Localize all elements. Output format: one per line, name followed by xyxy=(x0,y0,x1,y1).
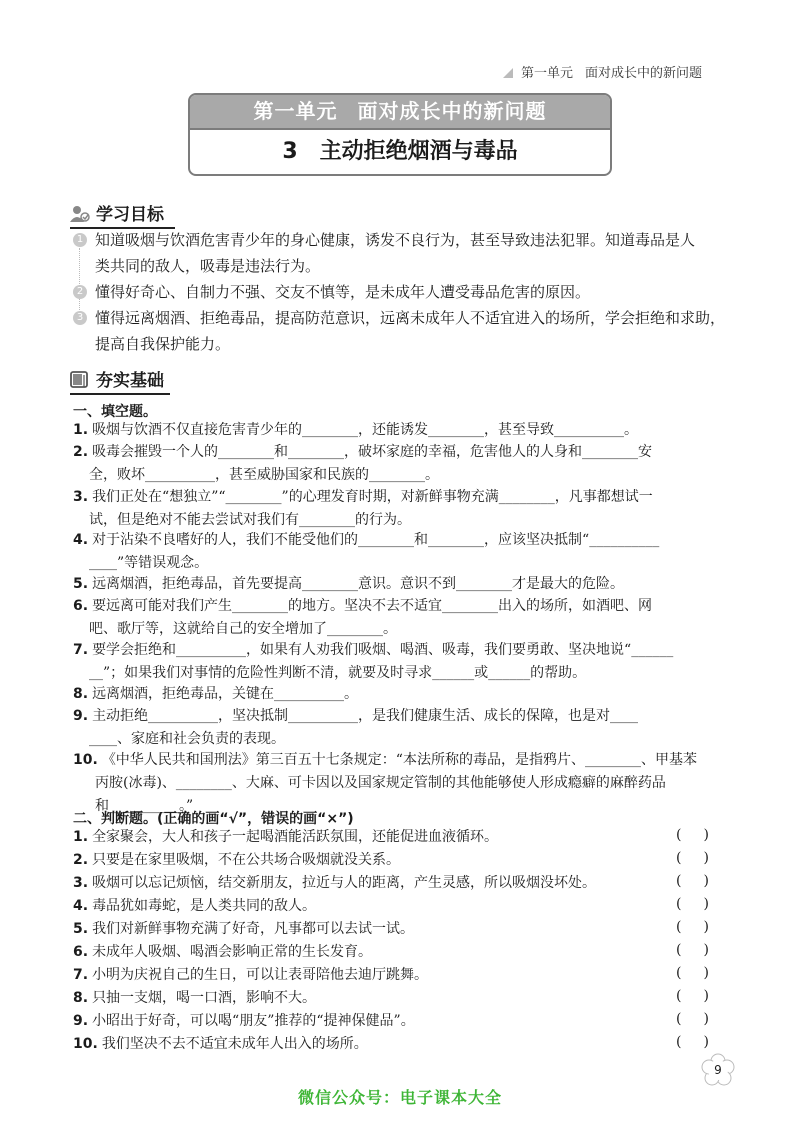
section-learning-goals-title: 学习目标 xyxy=(96,205,164,225)
goal-text: 知道吸烟与饮酒危害青少年的身心健康，诱发不良行为，甚至导致违法犯罪。知道毒品是人 xyxy=(95,231,696,249)
page-number: 9 xyxy=(714,1063,722,1077)
question-text: 毒品犹如毒蛇，是人类共同的敌人。 xyxy=(92,898,317,914)
judge-question xyxy=(73,850,733,870)
paren-close: ) xyxy=(703,827,709,843)
question-number: 8. xyxy=(73,990,89,1006)
question-text: 对于沾染不良嗜好的人，我们不能受他们的________和________，应该坚决抵制“__________ xyxy=(92,532,660,548)
question-number: 1. xyxy=(73,422,89,438)
judge-question xyxy=(73,988,733,1008)
answer-parentheses[interactable] xyxy=(676,919,709,935)
paren-close: ) xyxy=(703,873,709,889)
fill-question xyxy=(73,420,733,440)
question-text: 远离烟酒，拒绝毒品，关键在__________。 xyxy=(92,686,359,702)
fill-question xyxy=(73,706,733,749)
question-text: 小昭出于好奇，可以喝“朋友”推荐的“提神保健品”。 xyxy=(92,1013,415,1029)
title-box xyxy=(188,93,612,176)
question-number: 5. xyxy=(73,921,89,937)
section-foundation xyxy=(70,366,164,391)
paren-open: ( xyxy=(676,1034,682,1050)
question-number: 2. xyxy=(73,444,89,460)
judge-question xyxy=(73,942,733,962)
question-text: 只要是在家里吸烟，不在公共场合吸烟就没关系。 xyxy=(92,852,401,868)
answer-parentheses[interactable] xyxy=(676,896,709,912)
judge-question xyxy=(73,1011,733,1031)
question-number: 6. xyxy=(73,944,89,960)
answer-parentheses[interactable] xyxy=(676,1034,709,1050)
question-number: 9. xyxy=(73,1013,89,1029)
question-number: 10. xyxy=(73,1036,98,1052)
part-title-fill-in: 一、填空题。 xyxy=(73,404,157,420)
answer-parentheses[interactable] xyxy=(676,827,709,843)
question-number: 10. xyxy=(73,752,98,768)
running-header-title: 面对成长中的新问题 xyxy=(584,66,702,81)
judge-question xyxy=(73,919,733,939)
paren-close: ) xyxy=(703,942,709,958)
paren-open: ( xyxy=(676,965,682,981)
paren-close: ) xyxy=(703,988,709,1004)
paren-open: ( xyxy=(676,873,682,889)
goal-item xyxy=(95,279,735,305)
judge-question xyxy=(73,965,733,985)
section-learning-goals xyxy=(70,200,164,225)
question-text: 要远离可能对我们产生________的地方。坚决不去不适宜________出入的场所，如酒吧、网 xyxy=(92,598,653,614)
answer-parentheses[interactable] xyxy=(676,942,709,958)
question-text: 吸烟与饮酒不仅直接危害青少年的________，还能诱发________，甚至导致__________。 xyxy=(92,422,639,438)
lesson-number: 3 xyxy=(282,139,298,164)
header-triangle-icon xyxy=(503,68,513,78)
question-number: 4. xyxy=(73,532,89,548)
question-text: 远离烟酒，拒绝毒品，首先要提高________意识。意识不到________才是最大的危险。 xyxy=(92,576,625,592)
fill-question xyxy=(73,530,733,573)
fill-question xyxy=(73,640,733,683)
question-text: __”；如果我们对事情的危险性判断不清，就要及时寻求______或______的帮助。 xyxy=(89,665,587,681)
question-text: 《中华人民共和国刑法》第三百五十七条规定：“本法所称的毒品，是指鸦片、________、甲基苯 xyxy=(101,752,697,768)
paren-open: ( xyxy=(676,850,682,866)
question-number: 3. xyxy=(73,875,89,891)
question-number: 2. xyxy=(73,852,89,868)
unit-banner xyxy=(190,95,610,130)
question-text: 要学会拒绝和__________，如果有人劝我们吸烟、喝酒、吸毒，我们要勇敢、坚决地说“______ xyxy=(92,642,674,658)
question-number: 8. xyxy=(73,686,89,702)
question-text: 吧、歌厅等，这就给自己的安全增加了________。 xyxy=(89,621,397,637)
paren-open: ( xyxy=(676,919,682,935)
goal-text: 类共同的敌人，吸毒是违法行为。 xyxy=(95,257,321,275)
running-header-unit: 第一单元 xyxy=(520,66,573,81)
goal-text: 懂得好奇心、自制力不强、交友不慎等，是未成年人遭受毒品危害的原因。 xyxy=(95,283,591,301)
goal-text: 懂得远离烟酒、拒绝毒品，提高防范意识，远离未成年人不适宜进入的场所，学会拒绝和求助， xyxy=(95,309,726,327)
question-number: 3. xyxy=(73,489,89,505)
answer-parentheses[interactable] xyxy=(676,873,709,889)
answer-parentheses[interactable] xyxy=(676,988,709,1004)
paren-close: ) xyxy=(703,919,709,935)
question-text: 只抽一支烟，喝一口酒，影响不大。 xyxy=(92,990,317,1006)
question-text: 吸毒会摧毁一个人的________和________，破坏家庭的幸福，危害他人的人身和________安 xyxy=(92,444,653,460)
question-number: 4. xyxy=(73,898,89,914)
question-number: 6. xyxy=(73,598,89,614)
question-text: 主动拒绝__________，坚决抵制__________，是我们健康生活、成长的保障，也是对____ xyxy=(92,708,639,724)
goal-number-badge: 1 xyxy=(73,233,87,247)
goal-number-badge: 3 xyxy=(73,311,87,325)
section-underline xyxy=(70,393,170,395)
paren-open: ( xyxy=(676,1011,682,1027)
question-number: 9. xyxy=(73,708,89,724)
goal-item xyxy=(95,305,735,357)
paren-close: ) xyxy=(703,850,709,866)
paren-close: ) xyxy=(703,1034,709,1050)
question-text: 我们坚决不去不适宜未成年人出入的场所。 xyxy=(101,1036,368,1052)
lesson-title xyxy=(190,130,610,174)
unit-label: 第一单元 xyxy=(253,99,338,123)
question-number: 7. xyxy=(73,967,89,983)
question-text: 试，但是绝对不能去尝试对我们有________的行为。 xyxy=(89,512,411,528)
lesson-title-text: 主动拒绝烟酒与毒品 xyxy=(319,139,518,164)
question-text: 吸烟可以忘记烦恼，结交新朋友，拉近与人的距离，产生灵感，所以吸烟没坏处。 xyxy=(92,875,597,891)
question-text: 丙胺(冰毒)、________、大麻、可卡因以及国家规定管制的其他能够使人形成瘾癖的麻醉药品 xyxy=(95,775,666,791)
paren-close: ) xyxy=(703,1011,709,1027)
goal-item xyxy=(95,227,735,279)
goal-number-badge: 2 xyxy=(73,285,87,299)
question-text: 未成年人吸烟、喝酒会影响正常的生长发育。 xyxy=(92,944,373,960)
answer-parentheses[interactable] xyxy=(676,1011,709,1027)
judge-question xyxy=(73,873,733,893)
fill-question xyxy=(73,487,733,530)
person-icon xyxy=(70,205,90,223)
paren-open: ( xyxy=(676,942,682,958)
page-number-badge xyxy=(700,1052,736,1088)
part-title-true-false: 二、判断题。(正确的画“√”，错误的画“×”) xyxy=(73,811,354,827)
unit-title: 面对成长中的新问题 xyxy=(357,99,547,123)
question-text: 我们对新鲜事物充满了好奇，凡事都可以去试一试。 xyxy=(92,921,415,937)
book-icon xyxy=(70,371,90,389)
fill-question xyxy=(73,442,733,485)
question-number: 1. xyxy=(73,829,89,845)
question-text: ____、家庭和社会负责的表现。 xyxy=(89,731,285,747)
judge-question xyxy=(73,1034,733,1054)
answer-parentheses[interactable] xyxy=(676,965,709,981)
answer-parentheses[interactable] xyxy=(676,850,709,866)
paren-close: ) xyxy=(703,896,709,912)
question-text: ____”等错误观念。 xyxy=(89,555,209,571)
goal-connector xyxy=(79,248,80,286)
question-text: 小明为庆祝自己的生日，可以让表哥陪他去迪厅跳舞。 xyxy=(92,967,429,983)
question-text: 我们正处在“想独立”“________”的心理发育时期，对新鲜事物充满________，凡事都想试一 xyxy=(92,489,653,505)
fill-question xyxy=(73,596,733,639)
fill-question xyxy=(73,684,733,704)
question-number: 5. xyxy=(73,576,89,592)
footer-watermark: 微信公众号：电子课本大全 xyxy=(297,1088,502,1107)
running-header xyxy=(503,62,702,81)
goal-text: 提高自我保护能力。 xyxy=(95,335,231,353)
question-text: 全，败坏__________，甚至威胁国家和民族的________。 xyxy=(89,467,439,483)
fill-question xyxy=(73,750,733,816)
judge-question xyxy=(73,827,733,847)
paren-open: ( xyxy=(676,896,682,912)
fill-question xyxy=(73,574,733,594)
question-text: 和__________。” xyxy=(95,798,194,814)
question-number: 7. xyxy=(73,642,89,658)
paren-close: ) xyxy=(703,965,709,981)
judge-question xyxy=(73,896,733,916)
paren-open: ( xyxy=(676,827,682,843)
question-text: 全家聚会，大人和孩子一起喝酒能活跃氛围，还能促进血液循环。 xyxy=(92,829,499,845)
paren-open: ( xyxy=(676,988,682,1004)
section-foundation-title: 夯实基础 xyxy=(96,371,164,391)
